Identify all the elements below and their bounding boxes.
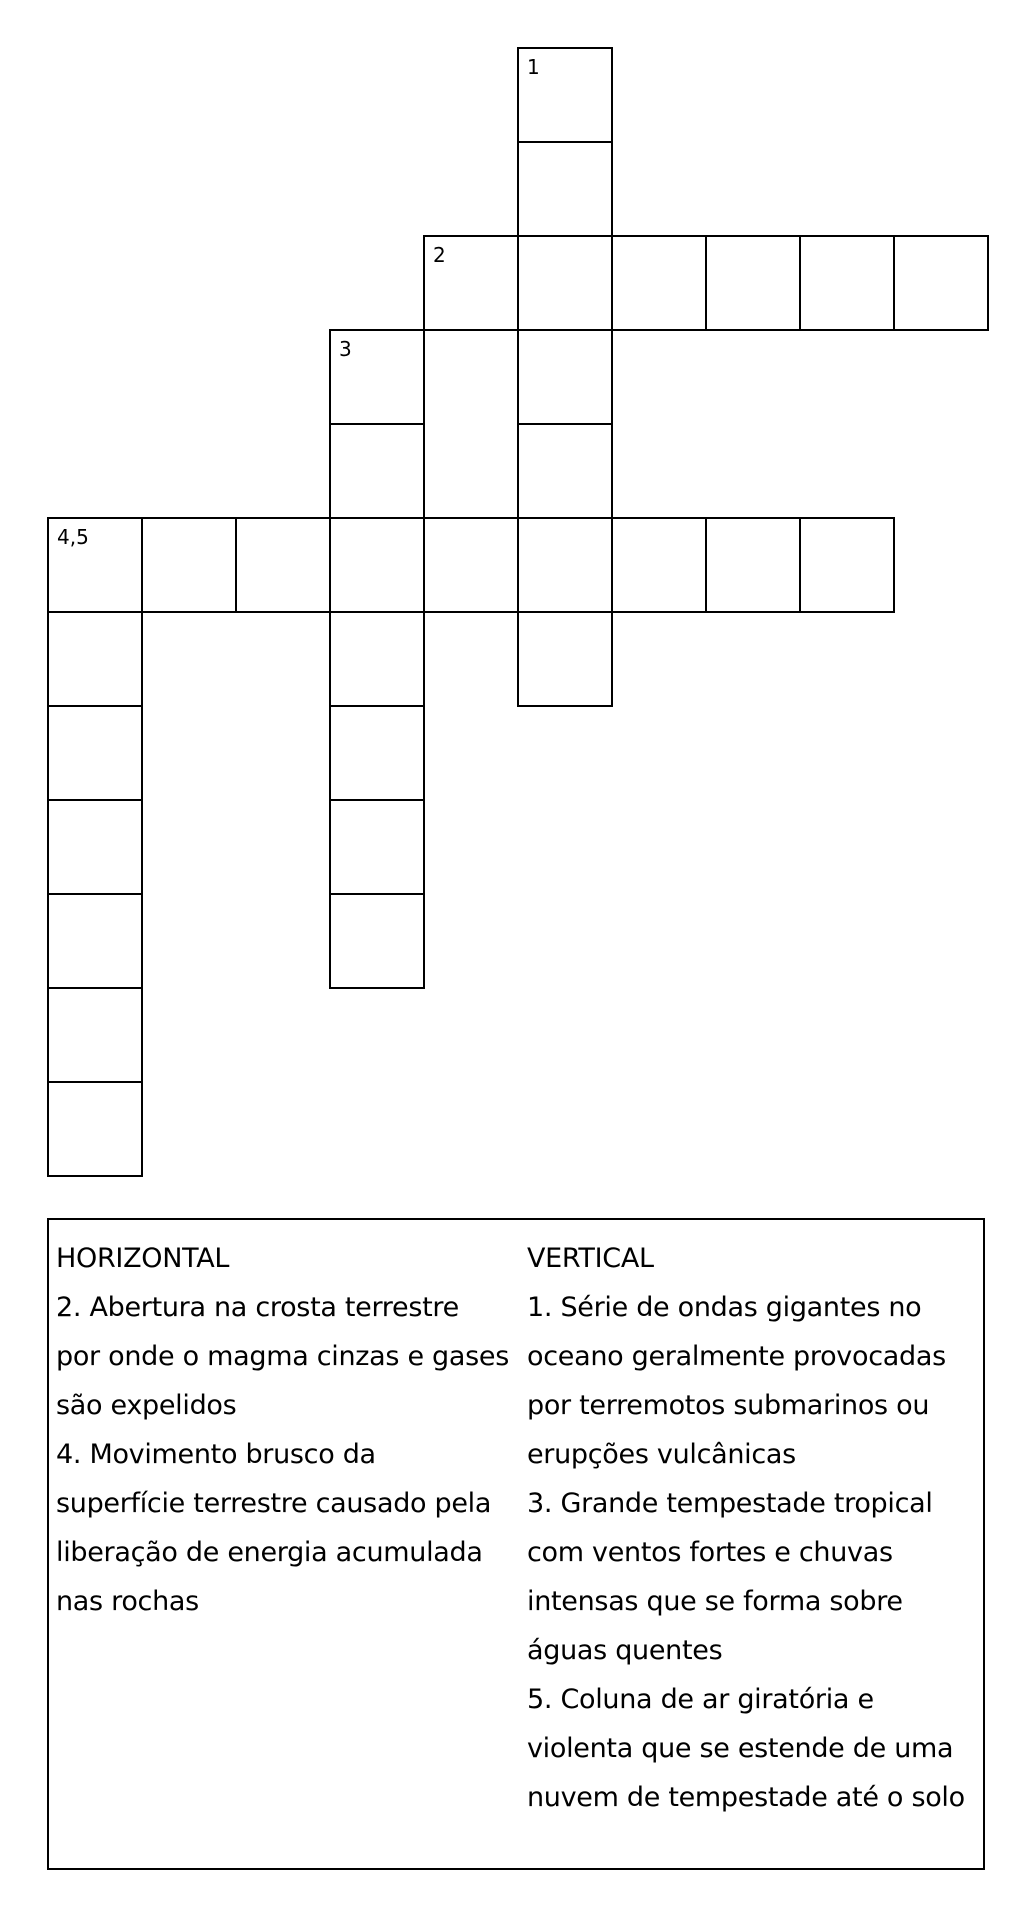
crossword-cell[interactable]: [329, 893, 425, 989]
crossword-cell[interactable]: [517, 141, 613, 237]
crossword-cell[interactable]: [705, 517, 801, 613]
vertical-clue-line: 1. Série de ondas gigantes no: [527, 1292, 922, 1323]
horizontal-clue-line: superfície terrestre causado pela: [56, 1488, 492, 1519]
crossword-cell[interactable]: [329, 799, 425, 895]
vertical-clue-line: violenta que se estende de uma: [527, 1733, 954, 1764]
horizontal-clue-line: liberação de energia acumulada: [56, 1537, 483, 1568]
crossword-cell[interactable]: [329, 517, 425, 613]
vertical-heading: VERTICAL: [527, 1243, 654, 1274]
crossword-cell[interactable]: [517, 423, 613, 519]
crossword-cell[interactable]: [799, 517, 895, 613]
crossword-cell[interactable]: [47, 705, 143, 801]
vertical-clue-line: intensas que se forma sobre: [527, 1586, 903, 1617]
crossword-cell[interactable]: [329, 611, 425, 707]
crossword-cell[interactable]: [423, 235, 519, 331]
crossword-cell[interactable]: [517, 611, 613, 707]
horizontal-clues: [56, 1234, 518, 1626]
crossword-cell[interactable]: [47, 517, 143, 613]
vertical-clue-line: erupções vulcânicas: [527, 1439, 796, 1470]
crossword-cell[interactable]: [47, 799, 143, 895]
horizontal-clue-line: por onde o magma cinzas e gases: [56, 1341, 509, 1372]
clue-number: 3: [339, 337, 352, 361]
vertical-clues: [527, 1234, 979, 1822]
crossword-cell[interactable]: [329, 423, 425, 519]
crossword-cell[interactable]: [517, 47, 613, 143]
vertical-clue-line: 5. Coluna de ar giratória e: [527, 1684, 874, 1715]
crossword-cell[interactable]: [705, 235, 801, 331]
vertical-clue-line: com ventos fortes e chuvas: [527, 1537, 893, 1568]
crossword-cell[interactable]: [611, 235, 707, 331]
crossword-cell[interactable]: [47, 1081, 143, 1177]
crossword-cell[interactable]: [611, 517, 707, 613]
horizontal-clue-line: 4. Movimento brusco da: [56, 1439, 376, 1470]
vertical-clue-line: 3. Grande tempestade tropical: [527, 1488, 933, 1519]
crossword-cell[interactable]: [893, 235, 989, 331]
crossword-cell[interactable]: [235, 517, 331, 613]
crossword-cell[interactable]: [47, 893, 143, 989]
horizontal-clue-line: 2. Abertura na crosta terrestre: [56, 1292, 459, 1323]
crossword-cell[interactable]: [47, 987, 143, 1083]
crossword-cell[interactable]: [329, 705, 425, 801]
horizontal-clue-line: são expelidos: [56, 1390, 237, 1421]
crossword-cell[interactable]: [517, 329, 613, 425]
crossword-cell[interactable]: [423, 517, 519, 613]
crossword-cell[interactable]: [329, 329, 425, 425]
clues-box: [47, 1218, 985, 1870]
crossword-cell[interactable]: [799, 235, 895, 331]
crossword-cell[interactable]: [141, 517, 237, 613]
clue-number: 4,5: [57, 525, 89, 549]
clue-number: 1: [527, 55, 540, 79]
vertical-clue-line: nuvem de tempestade até o solo: [527, 1782, 965, 1813]
vertical-clue-line: oceano geralmente provocadas: [527, 1341, 946, 1372]
horizontal-heading: HORIZONTAL: [56, 1243, 230, 1274]
clue-number: 2: [433, 243, 446, 267]
crossword-cell[interactable]: [47, 611, 143, 707]
vertical-clue-line: águas quentes: [527, 1635, 723, 1666]
crossword-cell[interactable]: [517, 517, 613, 613]
vertical-clue-line: por terremotos submarinos ou: [527, 1390, 930, 1421]
crossword-cell[interactable]: [517, 235, 613, 331]
horizontal-clue-line: nas rochas: [56, 1586, 199, 1617]
